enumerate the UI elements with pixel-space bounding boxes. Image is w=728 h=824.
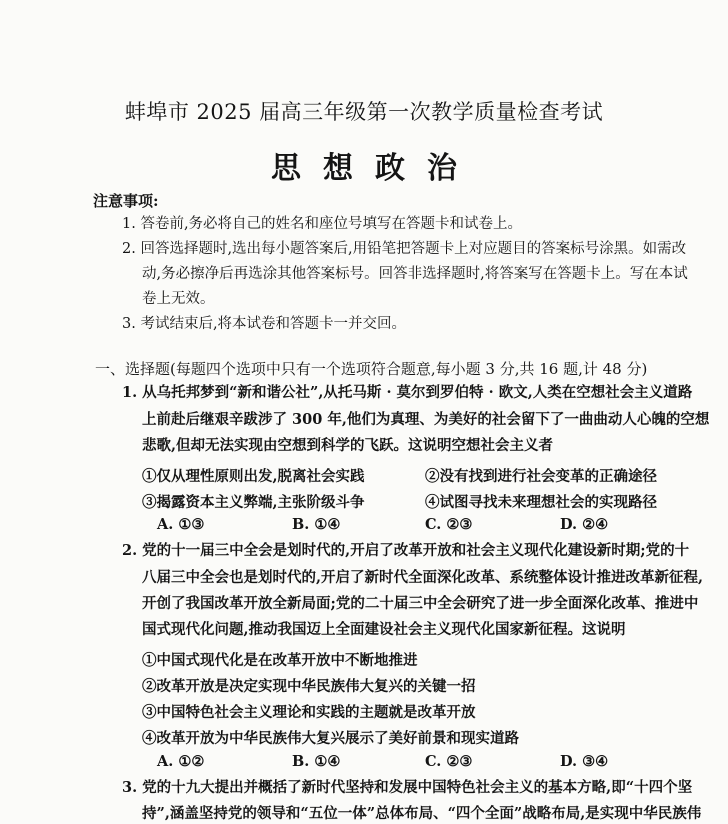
question-2-choice-d: D. ③④ — [560, 753, 609, 770]
question-3-stem: 持”,涵盖坚持党的领导和“五位一体”总体布局、“四个全面”战略布局,是实现中华民族伟 — [142, 805, 702, 822]
question-1-stem: 悲歌,但却无法实现由空想到科学的飞跃。这说明空想社会主义者 — [142, 437, 554, 454]
exam-title: 蚌埠市 2025 届高三年级第一次教学质量检查考试 — [124, 100, 604, 124]
notice-line: 卷上无效。 — [142, 291, 215, 307]
question-2-stem: 2. 党的十一届三中全会是划时代的,开启了改革开放和社会主义现代化建设新时期;党的十 — [122, 542, 690, 559]
notice-line: 3. 考试结束后,将本试卷和答题卡一并交回。 — [122, 316, 407, 332]
question-1-choice-d: D. ②④ — [560, 516, 609, 533]
question-2-item: ②改革开放是决定实现中华民族伟大复兴的关键一招 — [142, 678, 476, 695]
question-2-item: ③中国特色社会主义理论和实践的主题就是改革开放 — [142, 704, 476, 721]
question-2-choice-a: A. ①② — [157, 753, 205, 770]
notice-line: 2. 回答选择题时,选出每小题答案后,用铅笔把答题卡上对应题目的答案标号涂黑。如需改 — [122, 241, 687, 257]
question-2-item: ①中国式现代化是在改革开放中不断地推进 — [142, 652, 418, 669]
question-1-item: ②没有找到进行社会变革的正确途径 — [425, 468, 657, 485]
question-1-choice-b: B. ①④ — [292, 516, 341, 533]
question-2-stem: 开创了我国改革开放全新局面;党的二十届三中全会研究了进一步全面深化改革、推进中 — [142, 595, 699, 612]
question-2-choice-c: C. ②③ — [425, 753, 473, 770]
notice-line: 动,务必擦净后再选涂其他答案标号。回答非选择题时,将答案写在答题卡上。写在本试 — [142, 266, 688, 282]
question-1-item: ③揭露资本主义弊端,主张阶级斗争 — [142, 494, 365, 511]
question-1-item: ④试图寻找未来理想社会的实现路径 — [425, 494, 657, 511]
question-1-choice-a: A. ①③ — [157, 516, 205, 533]
subject-title: 思想政治 — [271, 151, 479, 186]
question-1-stem: 1. 从乌托邦梦到“新和谐公社”,从托马斯 · 莫尔到罗伯特 · 欧文,人类在空想社会主义道路 — [122, 384, 693, 401]
question-2-item: ④改革开放为中华民族伟大复兴展示了美好前景和现实道路 — [142, 730, 519, 747]
question-1-stem: 上前赴后继艰辛跋涉了 300 年,他们为真理、为美好的社会留下了一曲曲动人心魄的空想 — [142, 411, 710, 428]
question-2-stem: 八届三中全会也是划时代的,开启了新时代全面深化改革、系统整体设计推进改革新征程, — [142, 569, 704, 586]
question-1-choice-c: C. ②③ — [425, 516, 473, 533]
question-2-stem: 国式现代化问题,推动我国迈上全面建设社会主义现代化国家新征程。这说明 — [142, 621, 626, 638]
question-3-stem: 3. 党的十九大提出并概括了新时代坚持和发展中国特色社会主义的基本方略,即“十四个坚 — [122, 779, 693, 796]
section-heading: 一、选择题(每题四个选项中只有一个选项符合题意,每小题 3 分,共 16 题,计 48 分) — [95, 360, 648, 378]
question-1-item: ①仅从理性原则出发,脱离社会实践 — [142, 468, 365, 485]
question-2-choice-b: B. ①④ — [292, 753, 341, 770]
notice-heading: 注意事项: — [93, 192, 159, 210]
notice-line: 1. 答卷前,务必将自己的姓名和座位号填写在答题卡和试卷上。 — [122, 216, 523, 232]
